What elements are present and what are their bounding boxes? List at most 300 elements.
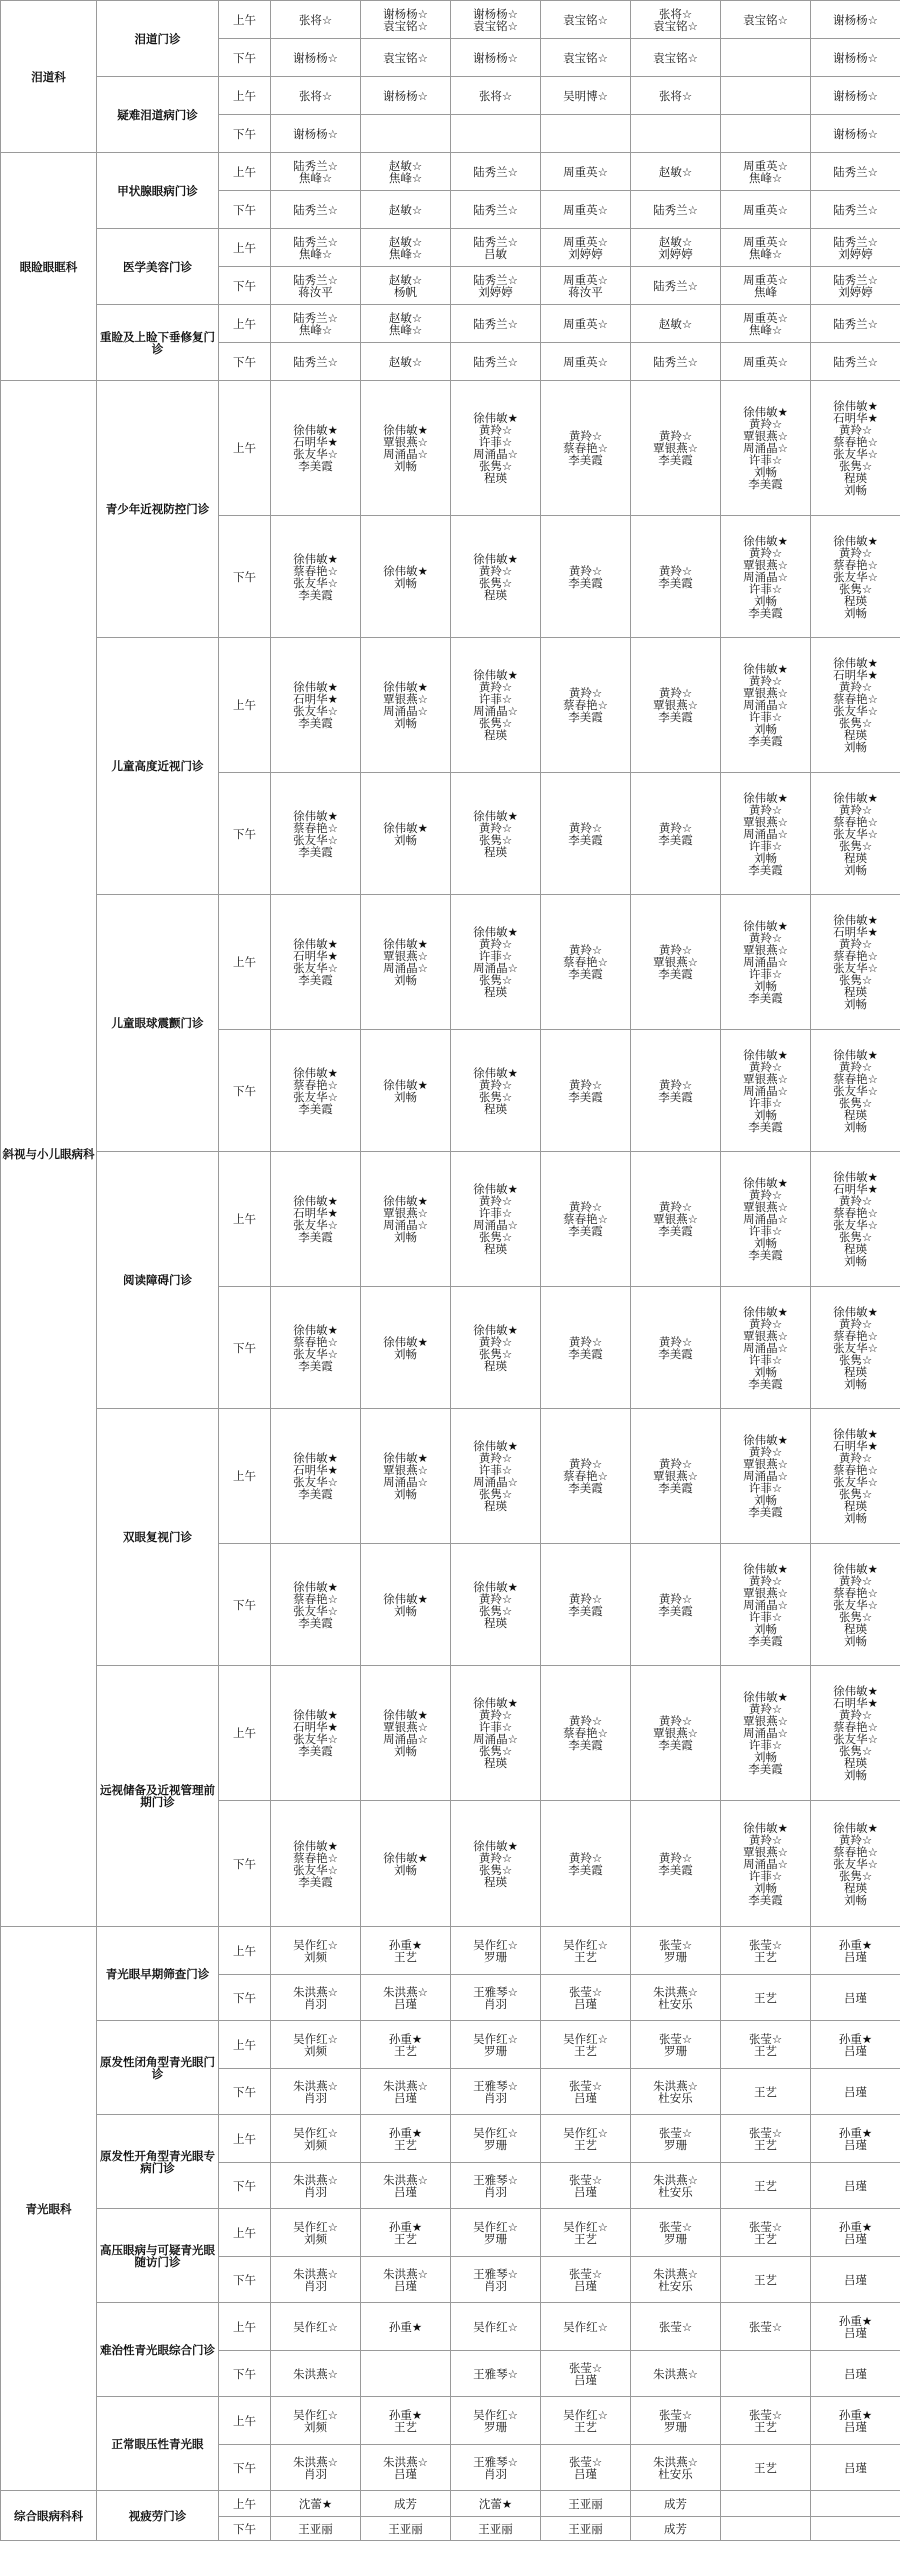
doctor-cell: 陆秀兰☆	[451, 191, 541, 229]
doctor-cell: 张莹☆ 吕瑾	[541, 2163, 631, 2209]
doctor-cell: 张莹☆ 王艺	[721, 2115, 811, 2163]
schedule-row	[1, 2115, 900, 2163]
doctor-cell: 朱洪燕☆ 肖羽	[271, 1975, 361, 2021]
session-label: 下午	[219, 2069, 271, 2115]
doctor-cell: 王艺	[721, 1975, 811, 2021]
department-name: 青光眼科	[1, 1927, 97, 2491]
doctor-cell: 徐伟敏★ 黄羚☆ 覃银燕☆ 周涌晶☆ 许菲☆ 刘畅 李美霞	[721, 1409, 811, 1544]
schedule-row	[1, 2397, 900, 2445]
doctor-cell: 徐伟敏★ 黄羚☆ 覃银燕☆ 周涌晶☆ 许菲☆ 刘畅 李美霞	[721, 638, 811, 773]
doctor-cell: 徐伟敏★ 蔡春艳☆ 张友华☆ 李美霞	[271, 1030, 361, 1152]
doctor-cell: 孙重★ 吕瑾	[811, 2115, 900, 2163]
clinic-name: 原发性开角型青光眼专病门诊	[97, 2115, 219, 2209]
doctor-cell: 徐伟敏★ 黄羚☆ 张隽☆ 程瑛	[451, 516, 541, 638]
doctor-cell: 张莹☆	[721, 2303, 811, 2351]
doctor-cell: 朱洪燕☆ 吕瑾	[361, 2445, 451, 2491]
doctor-cell: 吕瑾	[811, 2069, 900, 2115]
doctor-cell: 徐伟敏★ 黄羚☆ 覃银燕☆ 周涌晶☆ 许菲☆ 刘畅 李美霞	[721, 895, 811, 1030]
doctor-cell: 吴作红☆	[451, 2303, 541, 2351]
doctor-cell: 徐伟敏★ 石明华★ 黄羚☆ 蔡春艳☆ 张友华☆ 张隽☆ 程瑛 刘畅	[811, 1666, 900, 1801]
doctor-cell: 黄羚☆ 覃银燕☆ 李美霞	[631, 1152, 721, 1287]
clinic-name: 重睑及上睑下垂修复门诊	[97, 305, 219, 381]
doctor-cell: 王雅琴☆ 肖羽	[451, 1975, 541, 2021]
doctor-cell: 陆秀兰☆ 焦峰☆	[271, 229, 361, 267]
session-label: 上午	[219, 1666, 271, 1801]
doctor-cell: 王雅琴☆	[451, 2351, 541, 2397]
doctor-cell: 谢杨杨☆	[811, 77, 900, 115]
doctor-cell: 朱洪燕☆ 杜安乐	[631, 2069, 721, 2115]
doctor-cell: 周重英☆	[541, 305, 631, 343]
doctor-cell: 谢杨杨☆ 袁宝铭☆	[451, 1, 541, 39]
doctor-cell: 黄羚☆ 蔡春艳☆ 李美霞	[541, 1666, 631, 1801]
doctor-cell: 吕瑾	[811, 2445, 900, 2491]
doctor-cell: 周重英☆ 焦峰☆	[721, 229, 811, 267]
doctor-cell: 黄羚☆ 李美霞	[631, 773, 721, 895]
doctor-cell: 吴作红☆ 刘频	[271, 2115, 361, 2163]
doctor-cell: 吴作红☆	[271, 2303, 361, 2351]
doctor-cell: 徐伟敏★ 蔡春艳☆ 张友华☆ 李美霞	[271, 516, 361, 638]
doctor-cell: 孙重★	[361, 2303, 451, 2351]
doctor-cell: 周重英☆ 焦峰☆	[721, 153, 811, 191]
doctor-cell: 孙重★ 吕瑾	[811, 2397, 900, 2445]
doctor-cell: 朱洪燕☆ 肖羽	[271, 2069, 361, 2115]
session-label: 上午	[219, 381, 271, 516]
doctor-cell: 徐伟敏★ 刘畅	[361, 1287, 451, 1409]
doctor-cell: 赵敏☆ 焦峰☆	[361, 229, 451, 267]
doctor-cell: 徐伟敏★ 覃银燕☆ 周涌晶☆ 刘畅	[361, 1152, 451, 1287]
doctor-cell: 吴作红☆ 王艺	[541, 2115, 631, 2163]
doctor-cell: 陆秀兰☆ 刘婷婷	[451, 267, 541, 305]
doctor-cell: 朱洪燕☆ 吕瑾	[361, 2163, 451, 2209]
doctor-cell: 张莹☆ 罗珊	[631, 1927, 721, 1975]
doctor-cell: 张将☆	[631, 77, 721, 115]
doctor-cell: 陆秀兰☆ 吕敏	[451, 229, 541, 267]
doctor-cell: 徐伟敏★ 黄羚☆ 蔡春艳☆ 张友华☆ 张隽☆ 程瑛 刘畅	[811, 1544, 900, 1666]
doctor-cell: 徐伟敏★ 黄羚☆ 覃银燕☆ 周涌晶☆ 许菲☆ 刘畅 李美霞	[721, 1666, 811, 1801]
session-label: 下午	[219, 343, 271, 381]
doctor-cell: 张将☆	[271, 1, 361, 39]
schedule-row	[1, 2491, 900, 2517]
doctor-cell: 朱洪燕☆ 吕瑾	[361, 2257, 451, 2303]
doctor-cell: 徐伟敏★ 石明华★ 黄羚☆ 蔡春艳☆ 张友华☆ 张隽☆ 程瑛 刘畅	[811, 1409, 900, 1544]
doctor-cell: 陆秀兰☆ 焦峰☆	[271, 153, 361, 191]
session-label: 上午	[219, 1, 271, 39]
session-label: 下午	[219, 2351, 271, 2397]
doctor-cell: 王亚丽	[541, 2517, 631, 2541]
doctor-cell: 徐伟敏★ 蔡春艳☆ 张友华☆ 李美霞	[271, 1801, 361, 1927]
doctor-cell: 徐伟敏★ 黄羚☆ 覃银燕☆ 周涌晶☆ 许菲☆ 刘畅 李美霞	[721, 1152, 811, 1287]
doctor-cell: 徐伟敏★ 黄羚☆ 许菲☆ 周涌晶☆ 张隽☆ 程瑛	[451, 1152, 541, 1287]
doctor-cell: 黄羚☆ 李美霞	[541, 1030, 631, 1152]
doctor-cell: 袁宝铭☆	[721, 1, 811, 39]
doctor-cell: 徐伟敏★ 蔡春艳☆ 张友华☆ 李美霞	[271, 773, 361, 895]
doctor-cell: 王雅琴☆ 肖羽	[451, 2445, 541, 2491]
doctor-cell: 黄羚☆ 李美霞	[541, 1287, 631, 1409]
doctor-cell: 成芳	[631, 2517, 721, 2541]
doctor-cell	[721, 2351, 811, 2397]
schedule-row	[1, 2021, 900, 2069]
clinic-name: 高压眼病与可疑青光眼随访门诊	[97, 2209, 219, 2303]
doctor-cell: 黄羚☆ 覃银燕☆ 李美霞	[631, 1409, 721, 1544]
doctor-cell	[721, 39, 811, 77]
doctor-cell: 沈蕾★	[271, 2491, 361, 2517]
doctor-cell: 吴作红☆ 刘频	[271, 2021, 361, 2069]
doctor-cell: 陆秀兰☆ 刘婷婷	[811, 267, 900, 305]
clinic-name: 阅读障碍门诊	[97, 1152, 219, 1409]
doctor-cell: 吴作红☆ 罗珊	[451, 2115, 541, 2163]
doctor-cell: 吴作红☆ 刘频	[271, 2209, 361, 2257]
doctor-cell: 周重英☆	[721, 343, 811, 381]
doctor-cell: 赵敏☆	[631, 153, 721, 191]
doctor-cell: 张莹☆ 吕瑾	[541, 2351, 631, 2397]
doctor-cell: 陆秀兰☆	[271, 191, 361, 229]
doctor-cell: 谢杨杨☆	[811, 115, 900, 153]
schedule-row	[1, 153, 900, 191]
doctor-cell: 徐伟敏★ 黄羚☆ 覃银燕☆ 周涌晶☆ 许菲☆ 刘畅 李美霞	[721, 1287, 811, 1409]
session-label: 上午	[219, 153, 271, 191]
doctor-cell: 张莹☆ 罗珊	[631, 2209, 721, 2257]
doctor-cell: 徐伟敏★ 蔡春艳☆ 张友华☆ 李美霞	[271, 1287, 361, 1409]
doctor-cell: 谢杨杨☆	[271, 115, 361, 153]
doctor-cell: 张莹☆ 吕瑾	[541, 2445, 631, 2491]
doctor-cell: 徐伟敏★ 黄羚☆ 覃银燕☆ 周涌晶☆ 许菲☆ 刘畅 李美霞	[721, 1544, 811, 1666]
doctor-cell: 徐伟敏★ 覃银燕☆ 周涌晶☆ 刘畅	[361, 1409, 451, 1544]
doctor-cell: 周重英☆	[541, 153, 631, 191]
session-label: 下午	[219, 191, 271, 229]
session-label: 下午	[219, 2445, 271, 2491]
schedule-row	[1, 229, 900, 267]
doctor-cell: 吴作红☆ 罗珊	[451, 1927, 541, 1975]
clinic-name: 医学美容门诊	[97, 229, 219, 305]
doctor-cell: 徐伟敏★ 石明华★ 张友华☆ 李美霞	[271, 1152, 361, 1287]
doctor-cell: 袁宝铭☆	[541, 1, 631, 39]
clinic-name: 泪道门诊	[97, 1, 219, 77]
schedule-row	[1, 895, 900, 1030]
doctor-cell: 赵敏☆	[361, 191, 451, 229]
doctor-cell: 陆秀兰☆	[811, 343, 900, 381]
doctor-cell: 谢杨杨☆	[811, 39, 900, 77]
session-label: 下午	[219, 2517, 271, 2541]
session-label: 下午	[219, 1544, 271, 1666]
doctor-cell: 吴作红☆	[541, 2303, 631, 2351]
schedule-row	[1, 381, 900, 516]
session-label: 下午	[219, 2163, 271, 2209]
doctor-cell: 周重英☆	[541, 343, 631, 381]
doctor-cell: 成芳	[361, 2491, 451, 2517]
doctor-cell: 徐伟敏★ 黄羚☆ 张隽☆ 程瑛	[451, 1801, 541, 1927]
doctor-cell: 赵敏☆ 刘婷婷	[631, 229, 721, 267]
doctor-cell: 朱洪燕☆ 杜安乐	[631, 2163, 721, 2209]
doctor-cell: 徐伟敏★ 黄羚☆ 蔡春艳☆ 张友华☆ 张隽☆ 程瑛 刘畅	[811, 773, 900, 895]
doctor-cell: 张莹☆ 吕瑾	[541, 2257, 631, 2303]
doctor-cell: 徐伟敏★ 黄羚☆ 许菲☆ 周涌晶☆ 张隽☆ 程瑛	[451, 1409, 541, 1544]
doctor-cell: 陆秀兰☆	[811, 153, 900, 191]
doctor-cell: 陆秀兰☆ 蒋汝平	[271, 267, 361, 305]
doctor-cell: 赵敏☆	[361, 343, 451, 381]
doctor-cell: 徐伟敏★ 刘畅	[361, 1030, 451, 1152]
doctor-cell: 谢杨杨☆ 袁宝铭☆	[361, 1, 451, 39]
session-label: 下午	[219, 267, 271, 305]
clinic-name: 远视储备及近视管理前期门诊	[97, 1666, 219, 1927]
doctor-cell: 黄羚☆ 李美霞	[631, 1030, 721, 1152]
session-label: 上午	[219, 77, 271, 115]
clinic-name: 疑难泪道病门诊	[97, 77, 219, 153]
doctor-cell: 成芳	[631, 2491, 721, 2517]
doctor-cell: 黄羚☆ 蔡春艳☆ 李美霞	[541, 1152, 631, 1287]
doctor-cell: 吴作红☆ 罗珊	[451, 2209, 541, 2257]
department-name: 综合眼病科科	[1, 2491, 97, 2541]
doctor-cell: 徐伟敏★ 黄羚☆ 许菲☆ 周涌晶☆ 张隽☆ 程瑛	[451, 381, 541, 516]
doctor-cell: 王艺	[721, 2445, 811, 2491]
doctor-cell: 张莹☆ 王艺	[721, 2397, 811, 2445]
doctor-cell: 陆秀兰☆ 焦峰☆	[271, 305, 361, 343]
doctor-cell: 黄羚☆ 李美霞	[541, 516, 631, 638]
doctor-cell: 朱洪燕☆ 肖羽	[271, 2257, 361, 2303]
doctor-cell: 张莹☆ 罗珊	[631, 2115, 721, 2163]
doctor-cell: 张莹☆ 吕瑾	[541, 1975, 631, 2021]
session-label: 下午	[219, 39, 271, 77]
schedule-row	[1, 1409, 900, 1544]
doctor-cell: 徐伟敏★ 黄羚☆ 张隽☆ 程瑛	[451, 1287, 541, 1409]
clinic-name: 难治性青光眼综合门诊	[97, 2303, 219, 2397]
doctor-cell: 徐伟敏★ 黄羚☆ 许菲☆ 周涌晶☆ 张隽☆ 程瑛	[451, 1666, 541, 1801]
session-label: 上午	[219, 2397, 271, 2445]
department-name: 泪道科	[1, 1, 97, 153]
doctor-cell: 徐伟敏★ 黄羚☆ 覃银燕☆ 周涌晶☆ 许菲☆ 刘畅 李美霞	[721, 1801, 811, 1927]
clinic-name: 原发性闭角型青光眼门诊	[97, 2021, 219, 2115]
doctor-cell	[721, 77, 811, 115]
doctor-cell: 黄羚☆ 李美霞	[631, 1544, 721, 1666]
doctor-cell: 徐伟敏★ 黄羚☆ 张隽☆ 程瑛	[451, 773, 541, 895]
session-label: 下午	[219, 1030, 271, 1152]
doctor-cell	[721, 115, 811, 153]
clinic-name: 视疲劳门诊	[97, 2491, 219, 2541]
schedule-row	[1, 77, 900, 115]
doctor-cell: 徐伟敏★ 石明华★ 黄羚☆ 蔡春艳☆ 张友华☆ 张隽☆ 程瑛 刘畅	[811, 381, 900, 516]
doctor-cell: 徐伟敏★ 黄羚☆ 蔡春艳☆ 张友华☆ 张隽☆ 程瑛 刘畅	[811, 1287, 900, 1409]
doctor-cell: 徐伟敏★ 石明华★ 黄羚☆ 蔡春艳☆ 张友华☆ 张隽☆ 程瑛 刘畅	[811, 638, 900, 773]
schedule-row	[1, 1666, 900, 1801]
doctor-cell: 徐伟敏★ 覃银燕☆ 周涌晶☆ 刘畅	[361, 638, 451, 773]
doctor-cell: 吴作红☆ 刘频	[271, 1927, 361, 1975]
doctor-cell: 周重英☆	[721, 191, 811, 229]
clinic-name: 双眼复视门诊	[97, 1409, 219, 1666]
doctor-cell: 王雅琴☆ 肖羽	[451, 2257, 541, 2303]
doctor-cell: 谢杨杨☆	[811, 1, 900, 39]
doctor-cell: 袁宝铭☆	[541, 39, 631, 77]
clinic-name: 青光眼早期筛查门诊	[97, 1927, 219, 2021]
doctor-cell: 吴明博☆	[541, 77, 631, 115]
doctor-cell: 袁宝铭☆	[361, 39, 451, 77]
doctor-cell: 张莹☆ 吕瑾	[541, 2069, 631, 2115]
doctor-cell: 徐伟敏★ 石明华★ 张友华☆ 李美霞	[271, 895, 361, 1030]
doctor-cell: 孙重★ 吕瑾	[811, 2209, 900, 2257]
doctor-cell: 朱洪燕☆	[271, 2351, 361, 2397]
session-label: 上午	[219, 2303, 271, 2351]
doctor-cell: 王雅琴☆ 肖羽	[451, 2163, 541, 2209]
clinic-name: 甲状腺眼病门诊	[97, 153, 219, 229]
doctor-cell: 徐伟敏★ 石明华★ 张友华☆ 李美霞	[271, 638, 361, 773]
doctor-cell: 黄羚☆ 李美霞	[541, 773, 631, 895]
doctor-cell: 吴作红☆ 罗珊	[451, 2397, 541, 2445]
doctor-cell: 黄羚☆ 覃银燕☆ 李美霞	[631, 1666, 721, 1801]
clinic-name: 儿童高度近视门诊	[97, 638, 219, 895]
doctor-cell: 王亚丽	[451, 2517, 541, 2541]
doctor-cell: 黄羚☆ 覃银燕☆ 李美霞	[631, 895, 721, 1030]
doctor-cell: 孙重★ 吕瑾	[811, 1927, 900, 1975]
doctor-cell: 陆秀兰☆	[631, 343, 721, 381]
doctor-cell: 黄羚☆ 蔡春艳☆ 李美霞	[541, 381, 631, 516]
doctor-cell: 黄羚☆ 李美霞	[631, 1801, 721, 1927]
doctor-cell: 张莹☆ 王艺	[721, 2209, 811, 2257]
doctor-cell: 吕瑾	[811, 2257, 900, 2303]
doctor-cell: 张莹☆ 罗珊	[631, 2021, 721, 2069]
doctor-cell: 徐伟敏★ 黄羚☆ 蔡春艳☆ 张友华☆ 张隽☆ 程瑛 刘畅	[811, 1030, 900, 1152]
doctor-cell: 王艺	[721, 2069, 811, 2115]
doctor-cell: 吴作红☆ 王艺	[541, 2397, 631, 2445]
doctor-cell: 徐伟敏★ 黄羚☆ 蔡春艳☆ 张友华☆ 张隽☆ 程瑛 刘畅	[811, 516, 900, 638]
doctor-cell: 徐伟敏★ 刘畅	[361, 773, 451, 895]
doctor-cell: 朱洪燕☆ 吕瑾	[361, 1975, 451, 2021]
clinic-name: 儿童眼球震颤门诊	[97, 895, 219, 1152]
doctor-cell: 徐伟敏★ 黄羚☆ 张隽☆ 程瑛	[451, 1030, 541, 1152]
doctor-cell: 吴作红☆ 王艺	[541, 2209, 631, 2257]
doctor-cell: 赵敏☆ 杨帆	[361, 267, 451, 305]
schedule-row	[1, 1, 900, 39]
doctor-cell: 陆秀兰☆	[451, 153, 541, 191]
doctor-cell: 吕瑾	[811, 1975, 900, 2021]
doctor-cell: 朱洪燕☆ 杜安乐	[631, 2257, 721, 2303]
doctor-cell: 徐伟敏★ 石明华★ 张友华☆ 李美霞	[271, 1409, 361, 1544]
doctor-cell: 徐伟敏★ 黄羚☆ 覃银燕☆ 周涌晶☆ 许菲☆ 刘畅 李美霞	[721, 773, 811, 895]
doctor-cell: 徐伟敏★ 黄羚☆ 蔡春艳☆ 张友华☆ 张隽☆ 程瑛 刘畅	[811, 1801, 900, 1927]
doctor-cell	[631, 115, 721, 153]
doctor-cell: 吴作红☆ 刘频	[271, 2397, 361, 2445]
doctor-cell: 沈蕾★	[451, 2491, 541, 2517]
doctor-cell: 黄羚☆ 李美霞	[541, 1544, 631, 1666]
session-label: 上午	[219, 229, 271, 267]
doctor-cell: 陆秀兰☆	[631, 267, 721, 305]
doctor-cell: 张莹☆ 王艺	[721, 2021, 811, 2069]
doctor-cell	[721, 2517, 811, 2541]
doctor-cell: 吴作红☆ 罗珊	[451, 2021, 541, 2069]
clinic-name: 正常眼压性青光眼	[97, 2397, 219, 2491]
doctor-cell: 徐伟敏★ 覃银燕☆ 周涌晶☆ 刘畅	[361, 1666, 451, 1801]
session-label: 上午	[219, 2021, 271, 2069]
doctor-cell: 王亚丽	[361, 2517, 451, 2541]
doctor-cell: 赵敏☆ 焦峰☆	[361, 153, 451, 191]
doctor-cell: 黄羚☆ 李美霞	[631, 516, 721, 638]
doctor-cell	[361, 2351, 451, 2397]
doctor-cell: 孙重★ 王艺	[361, 2397, 451, 2445]
session-label: 下午	[219, 1801, 271, 1927]
doctor-cell: 王雅琴☆ 肖羽	[451, 2069, 541, 2115]
session-label: 上午	[219, 638, 271, 773]
doctor-cell: 徐伟敏★ 石明华★ 张友华☆ 李美霞	[271, 381, 361, 516]
doctor-cell: 谢杨杨☆	[361, 77, 451, 115]
session-label: 上午	[219, 1927, 271, 1975]
doctor-cell: 孙重★ 王艺	[361, 2209, 451, 2257]
doctor-cell	[721, 2491, 811, 2517]
department-name: 眼睑眼眶科	[1, 153, 97, 381]
doctor-cell: 黄羚☆ 李美霞	[631, 1287, 721, 1409]
schedule-row	[1, 2209, 900, 2257]
session-label: 下午	[219, 2257, 271, 2303]
doctor-cell: 徐伟敏★ 黄羚☆ 覃银燕☆ 周涌晶☆ 许菲☆ 刘畅 李美霞	[721, 516, 811, 638]
doctor-cell	[811, 2491, 900, 2517]
doctor-cell: 陆秀兰☆	[451, 305, 541, 343]
schedule-row	[1, 1152, 900, 1287]
doctor-cell: 谢杨杨☆	[451, 39, 541, 77]
doctor-cell: 王亚丽	[271, 2517, 361, 2541]
doctor-cell: 吕瑾	[811, 2351, 900, 2397]
doctor-cell: 张将☆ 袁宝铭☆	[631, 1, 721, 39]
session-label: 上午	[219, 2115, 271, 2163]
session-label: 上午	[219, 305, 271, 343]
doctor-cell: 徐伟敏★ 黄羚☆ 覃银燕☆ 周涌晶☆ 许菲☆ 刘畅 李美霞	[721, 1030, 811, 1152]
session-label: 上午	[219, 1152, 271, 1287]
doctor-cell: 徐伟敏★ 刘畅	[361, 1544, 451, 1666]
session-label: 上午	[219, 2491, 271, 2517]
doctor-cell: 黄羚☆ 覃银燕☆ 李美霞	[631, 638, 721, 773]
doctor-cell: 黄羚☆ 蔡春艳☆ 李美霞	[541, 895, 631, 1030]
doctor-cell: 王艺	[721, 2163, 811, 2209]
doctor-cell: 朱洪燕☆ 杜安乐	[631, 2445, 721, 2491]
doctor-cell: 徐伟敏★ 黄羚☆ 张隽☆ 程瑛	[451, 1544, 541, 1666]
session-label: 上午	[219, 2209, 271, 2257]
session-label: 下午	[219, 1287, 271, 1409]
doctor-cell: 陆秀兰☆ 刘婷婷	[811, 229, 900, 267]
session-label: 下午	[219, 1975, 271, 2021]
doctor-cell: 吕瑾	[811, 2163, 900, 2209]
doctor-cell: 吴作红☆ 王艺	[541, 2021, 631, 2069]
doctor-cell: 黄羚☆ 蔡春艳☆ 李美霞	[541, 638, 631, 773]
doctor-cell: 徐伟敏★ 石明华★ 黄羚☆ 蔡春艳☆ 张友华☆ 张隽☆ 程瑛 刘畅	[811, 895, 900, 1030]
doctor-cell: 朱洪燕☆ 肖羽	[271, 2163, 361, 2209]
doctor-cell: 赵敏☆	[631, 305, 721, 343]
doctor-cell: 徐伟敏★ 覃银燕☆ 周涌晶☆ 刘畅	[361, 381, 451, 516]
doctor-cell: 朱洪燕☆	[631, 2351, 721, 2397]
session-label: 下午	[219, 516, 271, 638]
doctor-cell	[541, 115, 631, 153]
doctor-cell: 黄羚☆ 蔡春艳☆ 李美霞	[541, 1409, 631, 1544]
doctor-cell: 朱洪燕☆ 吕瑾	[361, 2069, 451, 2115]
doctor-cell: 徐伟敏★ 石明华★ 黄羚☆ 蔡春艳☆ 张友华☆ 张隽☆ 程瑛 刘畅	[811, 1152, 900, 1287]
doctor-cell: 袁宝铭☆	[631, 39, 721, 77]
doctor-cell: 朱洪燕☆ 肖羽	[271, 2445, 361, 2491]
doctor-cell: 陆秀兰☆	[811, 305, 900, 343]
doctor-cell: 孙重★ 王艺	[361, 2115, 451, 2163]
session-label: 上午	[219, 1409, 271, 1544]
doctor-cell: 张莹☆	[631, 2303, 721, 2351]
department-name: 斜视与小儿眼病科	[1, 381, 97, 1927]
doctor-cell: 张莹☆ 王艺	[721, 1927, 811, 1975]
doctor-cell: 王艺	[721, 2257, 811, 2303]
doctor-cell: 孙重★ 吕瑾	[811, 2303, 900, 2351]
doctor-cell: 徐伟敏★ 刘畅	[361, 1801, 451, 1927]
doctor-cell: 徐伟敏★ 黄羚☆ 许菲☆ 周涌晶☆ 张隽☆ 程瑛	[451, 895, 541, 1030]
doctor-cell: 徐伟敏★ 蔡春艳☆ 张友华☆ 李美霞	[271, 1544, 361, 1666]
doctor-cell: 赵敏☆ 焦峰☆	[361, 305, 451, 343]
doctor-cell: 陆秀兰☆	[811, 191, 900, 229]
doctor-cell: 周重英☆ 焦峰	[721, 267, 811, 305]
schedule-row	[1, 305, 900, 343]
doctor-cell: 周重英☆ 焦峰☆	[721, 305, 811, 343]
doctor-cell: 孙重★ 吕瑾	[811, 2021, 900, 2069]
session-label: 上午	[219, 895, 271, 1030]
doctor-cell	[361, 115, 451, 153]
doctor-cell: 徐伟敏★ 刘畅	[361, 516, 451, 638]
